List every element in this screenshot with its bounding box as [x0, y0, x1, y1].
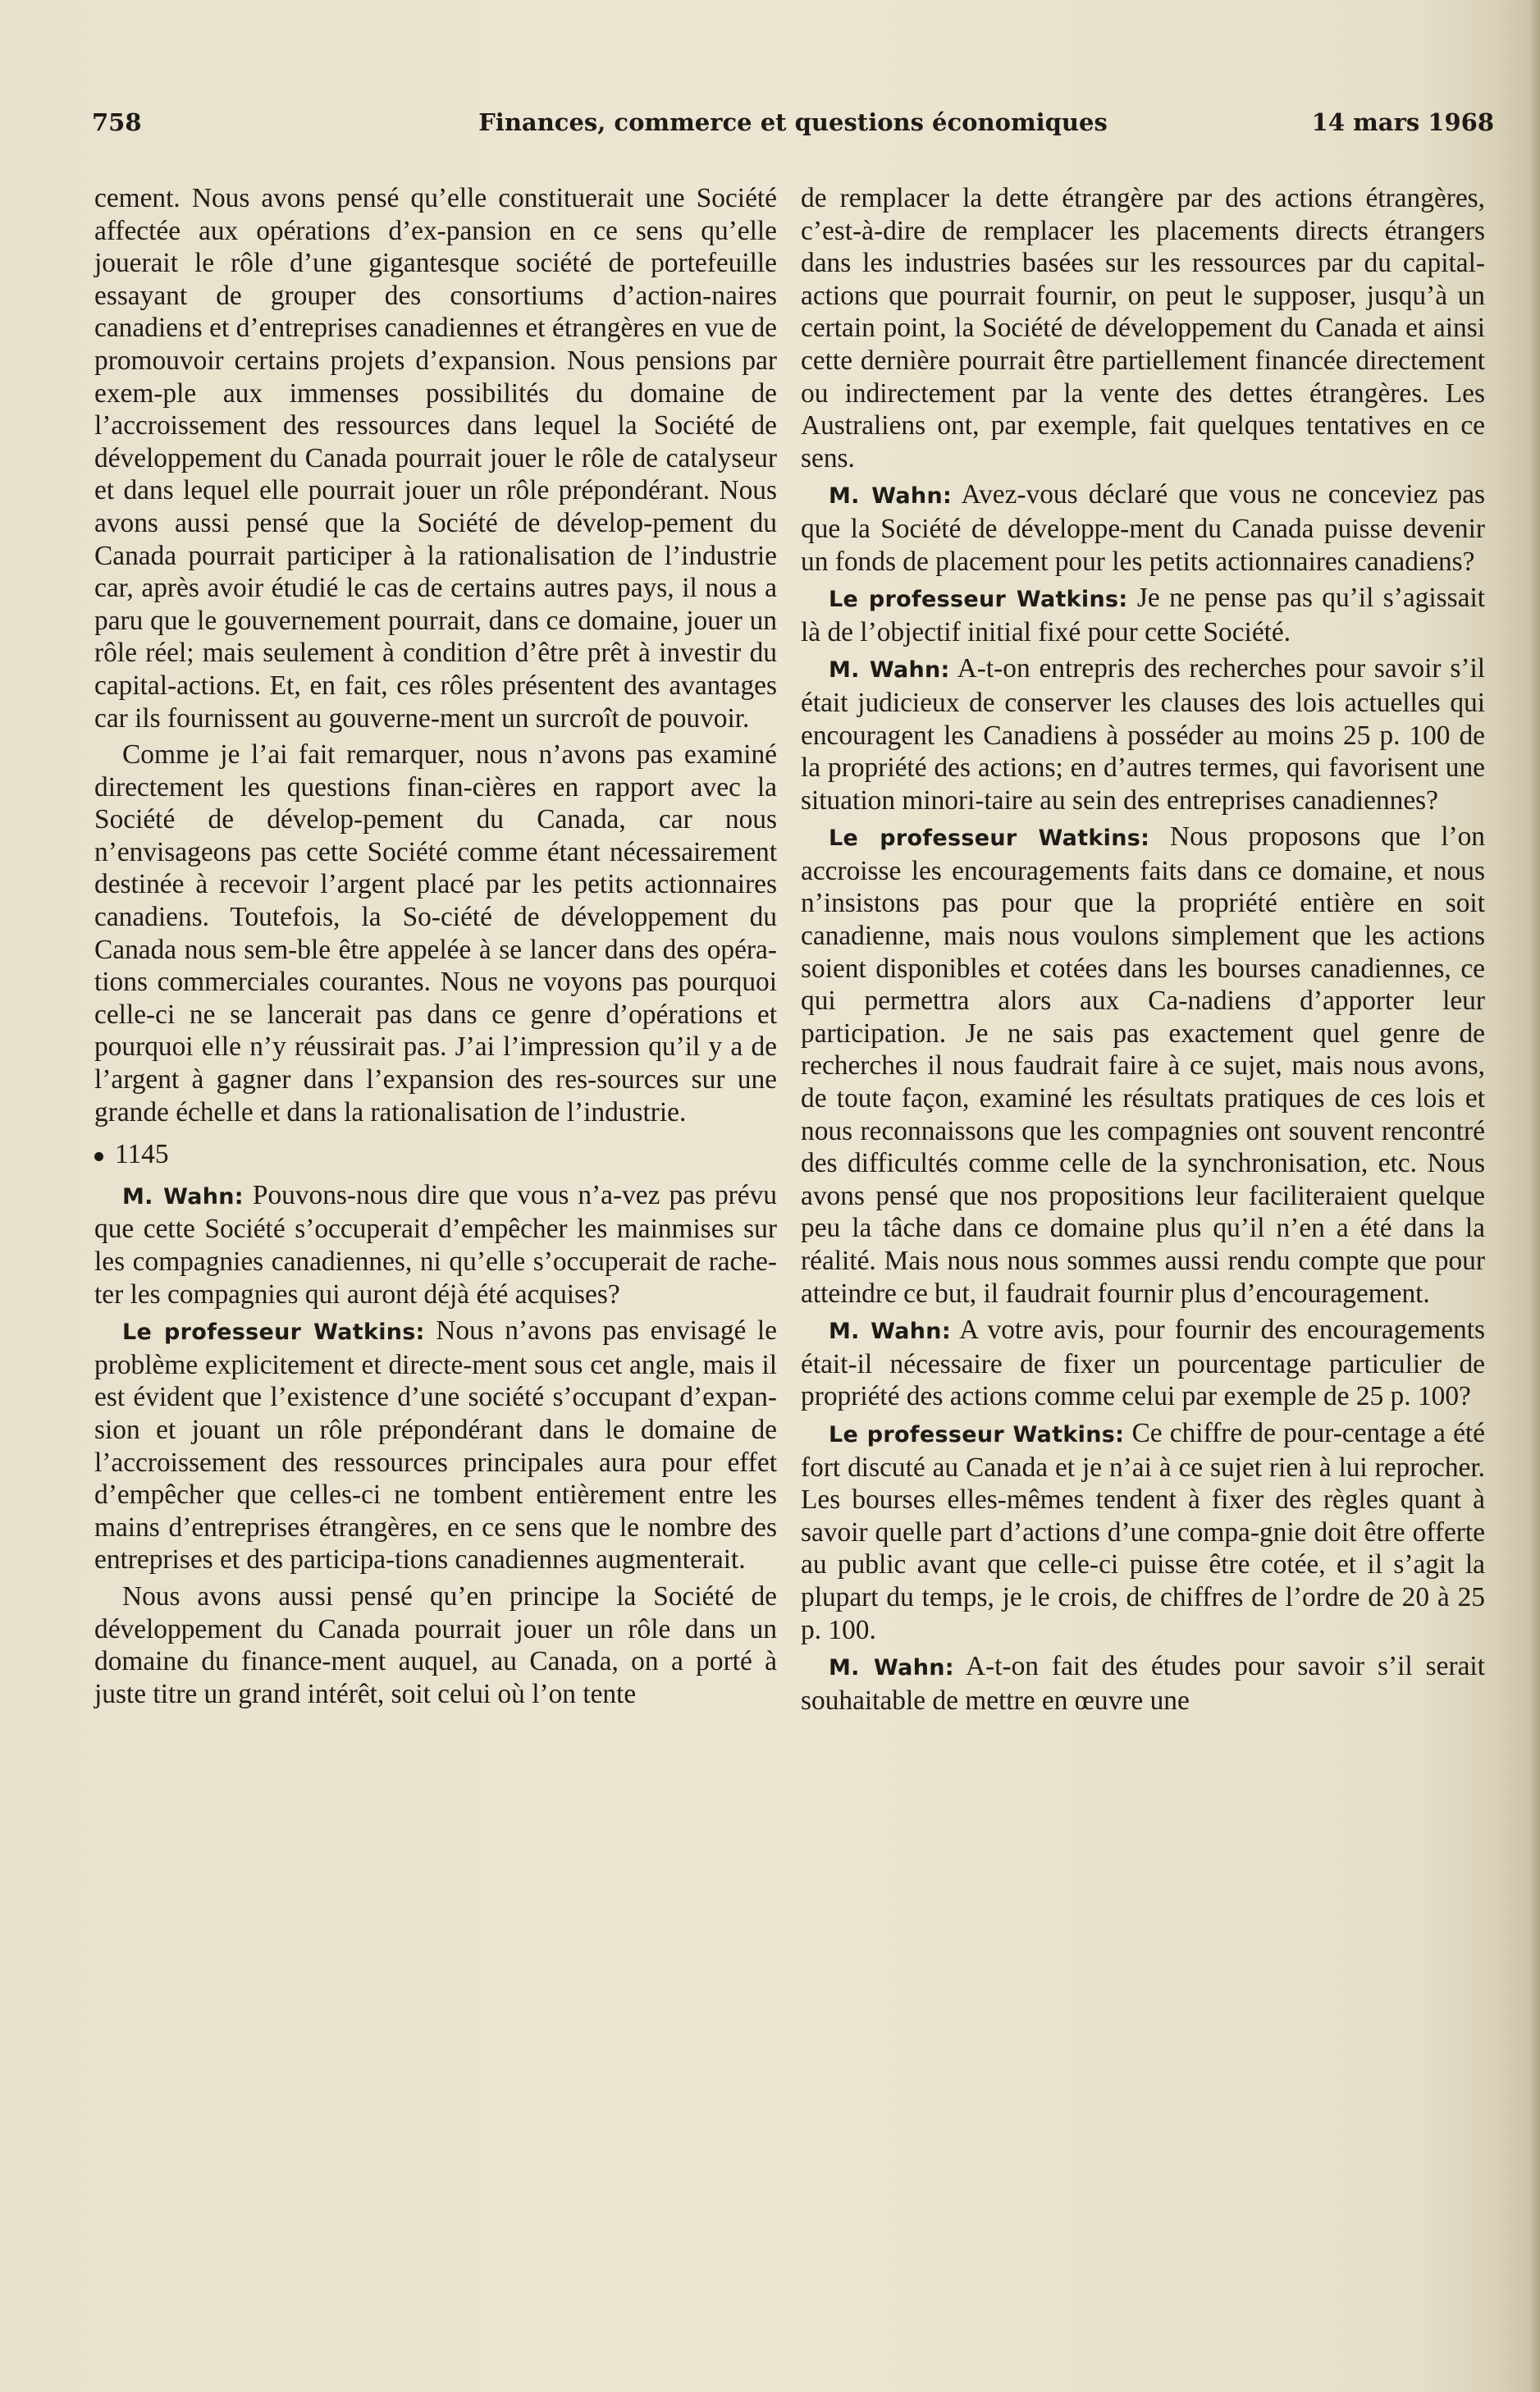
- paragraph: [801, 1314, 1485, 1413]
- paragraph-text: Nous proposons que l’on accroisse les encouragements faits dans ce domaine, et nous n’insistons pas pour que la propriété entière en soit canadienne, mais nous voulons simplement que les actions soient disponibles et cotées dans les bourses canadiennes, ce qui permettra alors aux Ca-nadiens d’apporter leur participation. Je ne sais pas exactement quel genre de recherches il nous faudrait faire à ce sujet, mais nous avons, de toute façon, examiné les résultats pratiques de ces lois et nous reconnaissons que les compagnies ont souvent rencontré des difficultés comme celle de la synchronisation, etc. Nous avons pensé que nos propositions leur faciliteraient quelque peu la tâche dans ce domaine plus qu’il n’en a été dans la réalité. Mais nous nous sommes aussi rendu compte que pour atteindre ce but, il faudrait fournir plus d’encouragement.: [801, 821, 1485, 1309]
- speaker-name: M. Wahn:: [829, 657, 950, 684]
- running-header: [92, 108, 1494, 149]
- speaker-name: Le professeur Watkins:: [829, 587, 1128, 613]
- speaker-name: M. Wahn:: [829, 483, 953, 510]
- bullet-icon: [94, 1152, 103, 1161]
- paragraph: de remplacer la dette étrangère par des actions étrangères, c’est-à-dire de remplacer les placements directs étrangers dans les industries basées sur les ressources par du capital-actions que pourrait fournir, on peut le supposer, jusqu’à un certain point, la Société de développement du Canada et ainsi cette dernière pourrait être partiellement financée directement ou indirectement par la vente des dettes étrangères. Les Australiens ont, par exemple, fait quelques tentatives en ce sens.: [801, 183, 1485, 473]
- paragraph-text: A-t-on fait des études pour savoir s’il serait souhaitable de mettre en œuvre une: [801, 1651, 1485, 1716]
- paragraph: [801, 1650, 1485, 1717]
- right-column: [801, 182, 1485, 1717]
- paragraph: Comme je l’ai fait remarquer, nous n’avons pas examiné directement les questions finan-cières en rapport avec la Société de dévelop-pement du Canada, car nous n’envisageons pas cette Société comme étant nécessairement destinée à recevoir l’argent placé par les petits actionnaires canadiens. Toutefois, la So-ciété de développement du Canada nous sem-ble être appelée à se lancer dans des opéra-tions commerciales courantes. Nous ne voyons pas pourquoi celle-ci ne se lancerait pas dans ce genre d’opérations et pourquoi elle n’y réussirait pas. J’ai l’impression qu’il y a de l’argent à gagner dans l’expansion des res-sources sur une grande échelle et dans la rationalisation de l’industrie.: [94, 739, 777, 1127]
- paragraph: [801, 821, 1485, 1310]
- page-number: 758: [92, 108, 142, 136]
- paragraph-text: Pouvons-nous dire que vous n’a-vez pas prévu que cette Société s’occuperait d’empêcher les mainmises sur les compagnies canadiennes, ni qu’elle s’occuperait de rache-ter les compagnies qui auront déjà été acquises?: [94, 1179, 777, 1310]
- paragraph-text: A-t-on entrepris des recherches pour savoir s’il était judicieux de conserver les clauses des lois actuelles qui encouragent les Canadiens à posséder au moins 25 p. 100 de la propriété des actions; en d’autres termes, qui favorisent une situation minori-taire au sein des entreprises canadiennes?: [801, 653, 1485, 816]
- speaker-name: Le professeur Watkins:: [122, 1319, 425, 1346]
- paragraph: Nous avons aussi pensé qu’en principe la Société de développement du Canada pourrait jouer un rôle dans un domaine du finance-ment auquel, au Canada, on a porté à juste titre un grand intérêt, soit celui où l’on tente: [94, 1580, 777, 1709]
- paragraph: [801, 478, 1485, 578]
- scan-edge-shadow: [1529, 0, 1540, 2392]
- paragraph: [94, 1315, 777, 1576]
- paragraph-text: Ce chiffre de pour-centage a été fort discuté au Canada et je n’ai à ce sujet rien à lui reprocher. Les bourses elles-mêmes tendent à fixer des règles quant à savoir quelle part d’actions d’une compa-gnie doit être offerte au public avant que celle-ci puisse être cotée, et il s’agit la plupart du temps, je le crois, de chiffres de l’ordre de 20 à 25 p. 100.: [801, 1417, 1485, 1645]
- paragraph-text: Nous n’avons pas envisagé le problème explicitement et directe-ment sous cet angle, mais il est évident que l’existence d’une société s’occupant d’expan-sion et jouant un rôle prépondérant dans le domaine de l’accroissement des ressources principales aura pour effet d’empêcher que celles-ci ne tombent entièrement entre les mains d’entreprises étrangères, en ce sens que le nombre des entreprises et des participa-tions canadiennes augmenterait.: [94, 1315, 777, 1576]
- speaker-name: Le professeur Watkins:: [829, 1421, 1125, 1448]
- paragraph: [801, 652, 1485, 816]
- paragraph-text: Avez-vous déclaré que vous ne conceviez pas que la Société de développe-ment du Canada puisse devenir un fonds de placement pour les petits actionnaires canadiens?: [801, 479, 1485, 577]
- time-marker: [94, 1138, 777, 1171]
- paragraph-text: Je ne pense pas qu’il s’agissait là de l’objectif initial fixé pour cette Société.: [801, 583, 1485, 647]
- paragraph: [94, 1179, 777, 1310]
- paragraph: [801, 582, 1485, 648]
- time-marker-text: 1145: [115, 1139, 169, 1170]
- paragraph: [801, 1417, 1485, 1646]
- issue-date: 14 mars 1968: [1311, 108, 1494, 136]
- paragraph: cement. Nous avons pensé qu’elle constituerait une Société affectée aux opérations d’ex-pansion en ce sens qu’elle jouerait le rôle d’une gigantesque société de portefeuille essayant de grouper des consortiums d’action-naires canadiens et d’entreprises canadiennes et étrangères en vue de promouvoir certains projets d’expansion. Nous pensions par exem-ple aux immenses possibilités du domaine de l’accroissement des ressources dans lequel la Société de développement du Canada pourrait jouer le rôle de catalyseur et dans lequel elle pourrait jouer un rôle prépondérant. Nous avons aussi pensé que la Société de dévelop-pement du Canada pourrait participer à la rationalisation de l’industrie car, après avoir étudié le cas de certains autres pays, il nous a paru que le gouvernement pourrait, dans ce domaine, jouer un rôle réel; mais seulement à condition d’être prêt à investir du capital-actions. Et, en fait, ces rôles présentent des avantages car ils fournissent au gouverne-ment un surcroît de pouvoir.: [94, 183, 777, 734]
- speaker-name: M. Wahn:: [829, 1319, 951, 1345]
- paragraph-text: A votre avis, pour fournir des encouragements était-il nécessaire de fixer un pourcentage particulier de propriété des actions comme celui par exemple de 25 p. 100?: [801, 1315, 1485, 1412]
- speaker-name: M. Wahn:: [122, 1183, 244, 1210]
- running-title: Finances, commerce et questions économiques: [478, 108, 1108, 136]
- left-column: [94, 182, 777, 1710]
- speaker-name: M. Wahn:: [829, 1655, 954, 1681]
- speaker-name: Le professeur Watkins:: [829, 826, 1150, 852]
